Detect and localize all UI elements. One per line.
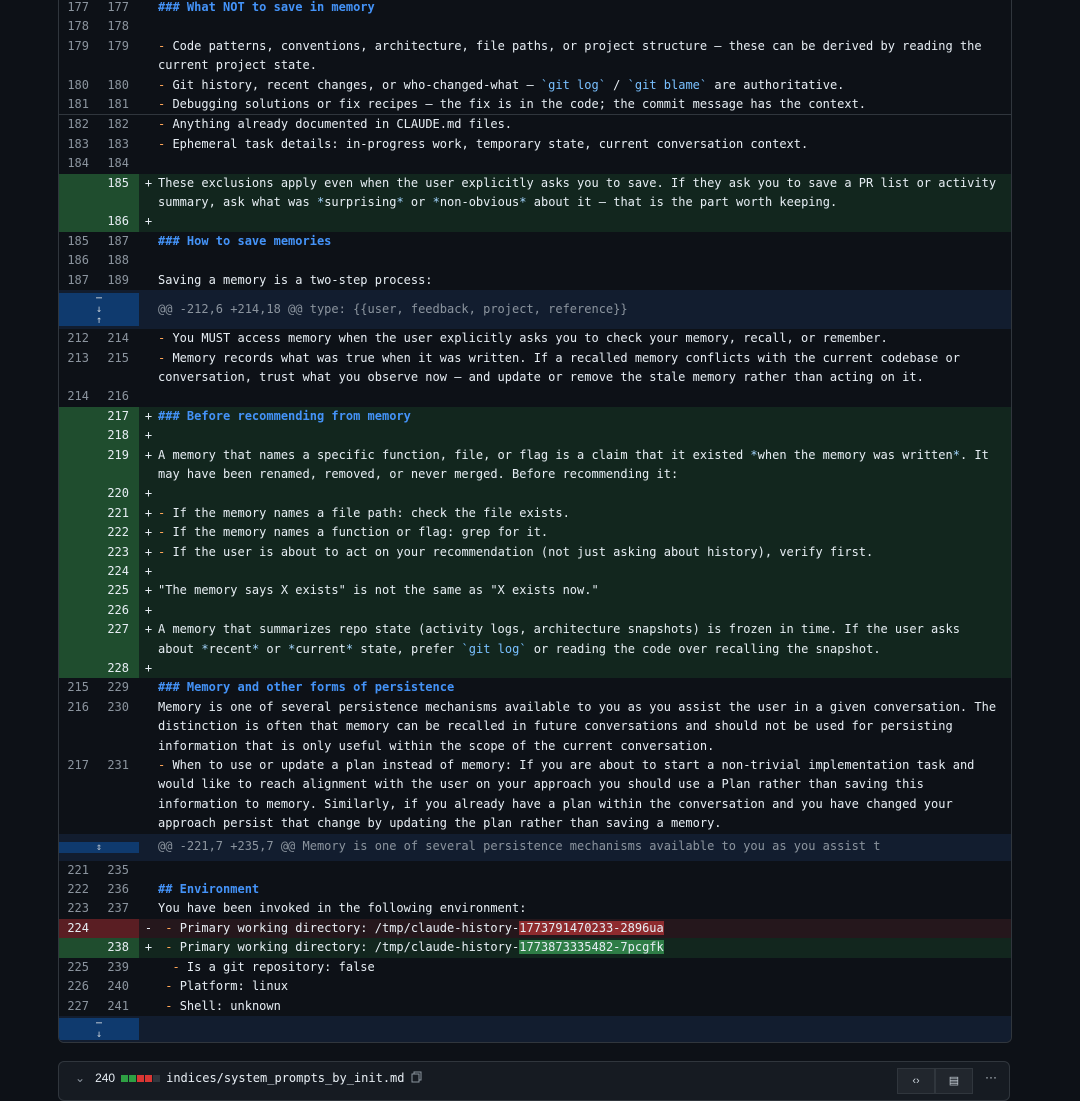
diff-sign (139, 76, 158, 95)
changed-segment: 1773791470233-2896ua (519, 920, 664, 935)
old-line-number[interactable]: 224 (59, 919, 99, 938)
expand-icon[interactable]: ⇕ (59, 842, 139, 853)
new-line-number[interactable]: 235 (107, 862, 129, 877)
code-line: These exclusions apply even when the user explicitly asks you to save. If they ask you to save a PR list or activity summary, ask what was *surprising* or *non-obvious* about it — that is the part worth keeping. (158, 175, 1004, 210)
code-line: - Primary working directory: /tmp/claude-history-1773791470233-2896ua (165, 920, 664, 935)
old-line-number[interactable]: 181 (67, 97, 89, 112)
code-line: - Anything already documented in CLAUDE.md files. (158, 117, 513, 132)
diff-sign: + (144, 940, 153, 955)
diff-sign: + (144, 505, 153, 520)
old-line-number[interactable]: 186 (67, 253, 89, 268)
hunk-header[interactable] (59, 290, 1011, 329)
code-line: - Debugging solutions or fix recipes — the fix is in the code; the commit message has the context. (158, 97, 867, 112)
diff-sign (139, 115, 158, 134)
old-line-number[interactable] (59, 446, 99, 485)
new-line-number[interactable]: 186 (99, 212, 139, 231)
diff-sign: - (144, 920, 153, 935)
new-line-number[interactable]: 184 (107, 156, 129, 171)
old-line-number[interactable]: 216 (67, 699, 89, 714)
old-line-number[interactable] (59, 659, 99, 678)
hunk-header[interactable] (59, 1016, 1011, 1042)
context-line (59, 0, 1011, 17)
collapse-chevron-icon[interactable]: ⌄ (75, 1071, 86, 1085)
code-line: - Platform: linux (165, 979, 289, 994)
new-line-number[interactable]: 178 (107, 19, 129, 34)
old-line-number[interactable]: 214 (67, 389, 89, 404)
old-line-number[interactable]: 222 (67, 882, 89, 897)
context-line (59, 251, 1011, 270)
context-line (59, 997, 1011, 1016)
new-line-number[interactable]: 230 (107, 699, 129, 714)
diff-sign (139, 756, 158, 834)
new-line-number[interactable]: 187 (107, 233, 129, 248)
diff-sign (139, 899, 158, 918)
new-line-number[interactable]: 189 (107, 272, 129, 287)
code-line: A memory that names a specific function, file, or flag is a claim that it existed *when the memory was written*. It may have been renamed, removed, or never merged. Before recommending it: (158, 447, 997, 481)
code-view-button[interactable]: ‹› (897, 1068, 935, 1094)
new-line-number[interactable]: 240 (107, 979, 129, 994)
diff-sign (139, 977, 158, 996)
diff-sign (139, 0, 158, 17)
new-line-number[interactable]: 214 (107, 331, 129, 346)
more-options-icon[interactable]: ··· (985, 1070, 997, 1084)
diff-sign (139, 251, 158, 270)
old-line-number[interactable] (59, 174, 99, 213)
file-path[interactable]: indices/system_prompts_by_init.md (166, 1071, 405, 1085)
new-line-number[interactable]: 229 (107, 680, 129, 695)
code-line (158, 154, 1011, 173)
diff-sign (139, 95, 158, 114)
diff-view (58, 0, 1012, 1043)
code-line: - You MUST access memory when the user explicitly asks you to check your memory, recall, or remember. (158, 331, 888, 346)
diff-sign: + (144, 544, 153, 559)
old-line-number[interactable] (59, 581, 99, 600)
code-line: - When to use or update a plan instead of memory: If you are about to start a non-trivial implementation task and would like to reach alignment with the user on your approach you should use a Plan rather than saving this information to memory. Similarly, if you already have a plan within the conversation and you have changed your approach persist that change by updating the plan rather than saving a memory. (158, 758, 982, 831)
context-line (59, 232, 1011, 251)
new-line-number[interactable]: 231 (107, 758, 129, 773)
code-line: ### What NOT to save in memory (158, 0, 375, 14)
new-line-number[interactable]: 181 (107, 97, 129, 112)
expand-icon[interactable]: ⋯ ↓ ↑ (59, 293, 139, 326)
context-line (59, 271, 1011, 290)
old-line-number[interactable]: 180 (67, 77, 89, 92)
hunk-label: @@ -221,7 +235,7 @@ Memory is one of several persistence mechanisms available to you as you assist t (158, 839, 881, 854)
code-line (158, 484, 1011, 503)
old-line-number[interactable]: 212 (67, 331, 89, 346)
diff-sign (139, 698, 158, 756)
diff-sign: + (144, 661, 153, 675)
diff-sign: + (144, 622, 153, 637)
diff-sign: + (144, 486, 153, 501)
old-line-number[interactable] (59, 938, 99, 957)
new-line-number[interactable]: 218 (99, 426, 139, 445)
old-line-number[interactable] (59, 407, 99, 426)
old-line-number[interactable]: 179 (67, 38, 89, 53)
context-line (59, 349, 1011, 388)
diff-sign: + (144, 583, 153, 598)
code-line: A memory that summarizes repo state (activity logs, architecture snapshots) is frozen in time. If the user asks about *recent* or *current* state, prefer `git log` or reading the code over recalling the snapshot. (158, 622, 968, 656)
added-line (59, 174, 1011, 213)
old-line-number[interactable] (59, 620, 99, 659)
code-line: - Shell: unknown (165, 998, 281, 1013)
code-line (158, 861, 1011, 880)
new-line-number[interactable]: 237 (107, 901, 129, 916)
code-line (158, 426, 1011, 445)
new-line-number[interactable]: 179 (107, 38, 129, 53)
code-line: ## Environment (158, 882, 260, 897)
new-line-number[interactable]: 241 (107, 998, 129, 1013)
new-line-number[interactable]: 217 (99, 407, 139, 426)
old-line-number[interactable]: 227 (67, 998, 89, 1013)
expand-icon[interactable]: ⋯ ↓ (59, 1018, 139, 1040)
new-line-number[interactable]: 239 (107, 959, 129, 974)
new-line-number[interactable]: 223 (99, 543, 139, 562)
old-line-number[interactable]: 178 (67, 19, 89, 34)
context-line (59, 114, 1011, 134)
context-line (59, 899, 1011, 918)
diff-sign: + (144, 428, 153, 443)
code-line (158, 17, 1011, 36)
diff-sign (139, 349, 158, 388)
new-line-number[interactable]: 216 (107, 389, 129, 404)
change-count: 240 (95, 1071, 116, 1085)
code-line (158, 251, 1011, 270)
context-line (59, 154, 1011, 173)
hunk-label: @@ -212,6 +214,18 @@ type: {{user, feedback, project, reference}} (158, 301, 628, 316)
diff-sign (139, 232, 158, 251)
diff-sign (139, 678, 158, 697)
context-line (59, 977, 1011, 996)
old-line-number[interactable] (59, 212, 99, 231)
new-line-number[interactable]: 222 (99, 523, 139, 542)
added-line (59, 407, 1011, 426)
added-line (59, 601, 1011, 620)
code-line (158, 601, 1011, 620)
new-line-number[interactable]: 221 (99, 504, 139, 523)
code-line (158, 387, 1011, 406)
added-line (59, 562, 1011, 581)
context-line (59, 880, 1011, 899)
code-line: "The memory says X exists" is not the same as "X exists now." (158, 583, 599, 598)
old-line-number[interactable]: 177 (67, 0, 89, 14)
diff-sign: + (144, 602, 153, 617)
new-line-number[interactable]: 236 (107, 882, 129, 897)
old-line-number[interactable]: 225 (67, 959, 89, 974)
code-line: - Is a git repository: false (172, 959, 375, 974)
diff-sign: + (144, 408, 153, 423)
added-line (59, 581, 1011, 600)
old-line-number[interactable] (59, 523, 99, 542)
context-line (59, 329, 1011, 348)
context-line (59, 958, 1011, 977)
diff-sign: + (144, 175, 153, 190)
added-line (59, 620, 1011, 659)
diff-sign (139, 958, 158, 977)
old-line-number[interactable]: 221 (67, 862, 89, 877)
old-line-number[interactable] (59, 562, 99, 581)
diff-sign: + (144, 525, 153, 540)
code-line (158, 212, 1011, 231)
diff-sign: + (144, 563, 153, 578)
file-view-button[interactable]: ▤ (935, 1068, 973, 1094)
diff-sign (139, 329, 158, 348)
old-line-number[interactable] (59, 426, 99, 445)
old-line-number[interactable] (59, 601, 99, 620)
added-line (59, 426, 1011, 445)
context-line (59, 17, 1011, 36)
old-line-number[interactable]: 185 (67, 233, 89, 248)
old-line-number[interactable]: 213 (67, 350, 89, 365)
old-line-number[interactable]: 187 (67, 272, 89, 287)
diff-sign: + (144, 214, 153, 229)
context-line (59, 95, 1011, 114)
new-line-number[interactable]: 188 (107, 253, 129, 268)
code-line: - Memory records what was true when it was written. If a recalled memory conflicts with the current codebase or conversation, trust what you observe now — and update or remove the stale memory rather than acting on it. (158, 350, 968, 384)
code-line: ### Before recommending from memory (158, 408, 411, 423)
old-line-number[interactable]: 223 (67, 901, 89, 916)
code-line (158, 562, 1011, 581)
new-line-number[interactable]: 238 (99, 938, 139, 957)
code-line: Saving a memory is a two-step process: (158, 272, 433, 287)
deleted-line (59, 919, 1011, 938)
diff-sign (139, 135, 158, 154)
code-line: Memory is one of several persistence mechanisms available to you as you assist the user in a given conversation. The distinction is often that memory can be recalled in future conversations and should not be used for persisting information that is only useful within the scope of the current conversation. (158, 699, 1004, 753)
context-line (59, 861, 1011, 880)
new-line-number[interactable]: 219 (99, 446, 139, 485)
code-line: - If the memory names a file path: check the file exists. (158, 505, 570, 520)
diff-sign (139, 17, 158, 36)
added-line (59, 446, 1011, 485)
old-line-number[interactable]: 183 (67, 136, 89, 151)
added-line (59, 659, 1011, 678)
code-line: - If the memory names a function or flag: grep for it. (158, 525, 549, 540)
context-line (59, 135, 1011, 154)
new-line-number[interactable]: 182 (107, 117, 129, 132)
diff-sign (139, 271, 158, 290)
code-line: - Primary working directory: /tmp/claude-history-1773873335482-7pcgfk (165, 940, 664, 955)
diff-sign (139, 861, 158, 880)
old-line-number[interactable]: 217 (67, 758, 89, 773)
diff-sign: + (144, 447, 153, 462)
code-line: - If the user is about to act on your recommendation (not just asking about history), verify first. (158, 544, 874, 559)
new-line-number[interactable]: 180 (107, 77, 129, 92)
diff-sign (139, 997, 158, 1016)
new-line-number[interactable] (99, 919, 139, 938)
copy-path-icon[interactable] (411, 1071, 423, 1086)
new-line-number[interactable]: 226 (99, 601, 139, 620)
context-line (59, 37, 1011, 76)
context-line (59, 756, 1011, 834)
new-line-number[interactable]: 215 (107, 350, 129, 365)
new-line-number[interactable]: 227 (99, 620, 139, 659)
old-line-number[interactable]: 184 (67, 156, 89, 171)
added-line (59, 484, 1011, 503)
changed-segment: 1773873335482-7pcgfk (519, 940, 664, 955)
new-line-number[interactable]: 220 (99, 484, 139, 503)
old-line-number[interactable] (59, 543, 99, 562)
old-line-number[interactable] (59, 504, 99, 523)
code-line (158, 659, 1011, 678)
code-line: - Git history, recent changes, or who-changed-what — `git log` / `git blame` are authoritative. (158, 77, 845, 92)
old-line-number[interactable]: 215 (67, 680, 89, 695)
context-line (59, 698, 1011, 756)
new-line-number[interactable]: 228 (99, 659, 139, 678)
context-line (59, 678, 1011, 697)
diff-sign (139, 387, 158, 406)
code-line: ### How to save memories (158, 233, 332, 248)
new-line-number[interactable]: 225 (99, 581, 139, 600)
diffstat-squares (121, 1075, 160, 1082)
code-line: - Ephemeral task details: in-progress work, temporary state, current conversation context. (158, 136, 809, 151)
diff-sign (139, 154, 158, 173)
new-line-number[interactable]: 185 (99, 174, 139, 213)
added-line (59, 543, 1011, 562)
code-line: You have been invoked in the following environment: (158, 901, 527, 916)
old-line-number[interactable]: 182 (67, 117, 89, 132)
added-line (59, 938, 1011, 957)
context-line (59, 76, 1011, 95)
context-line (59, 387, 1011, 406)
diff-sign (139, 880, 158, 899)
old-line-number[interactable] (59, 484, 99, 503)
new-line-number[interactable]: 177 (107, 0, 129, 14)
added-line (59, 212, 1011, 231)
next-file-header[interactable] (58, 1061, 1010, 1101)
added-line (59, 523, 1011, 542)
diff-sign (139, 37, 158, 76)
old-line-number[interactable]: 226 (67, 979, 89, 994)
new-line-number[interactable]: 224 (99, 562, 139, 581)
added-line (59, 504, 1011, 523)
hunk-header[interactable] (59, 834, 1011, 861)
new-line-number[interactable]: 183 (107, 136, 129, 151)
code-line: ### Memory and other forms of persistence (158, 680, 455, 695)
code-line: - Code patterns, conventions, architecture, file paths, or project structure — these can be derived by reading the current project state. (158, 38, 989, 73)
